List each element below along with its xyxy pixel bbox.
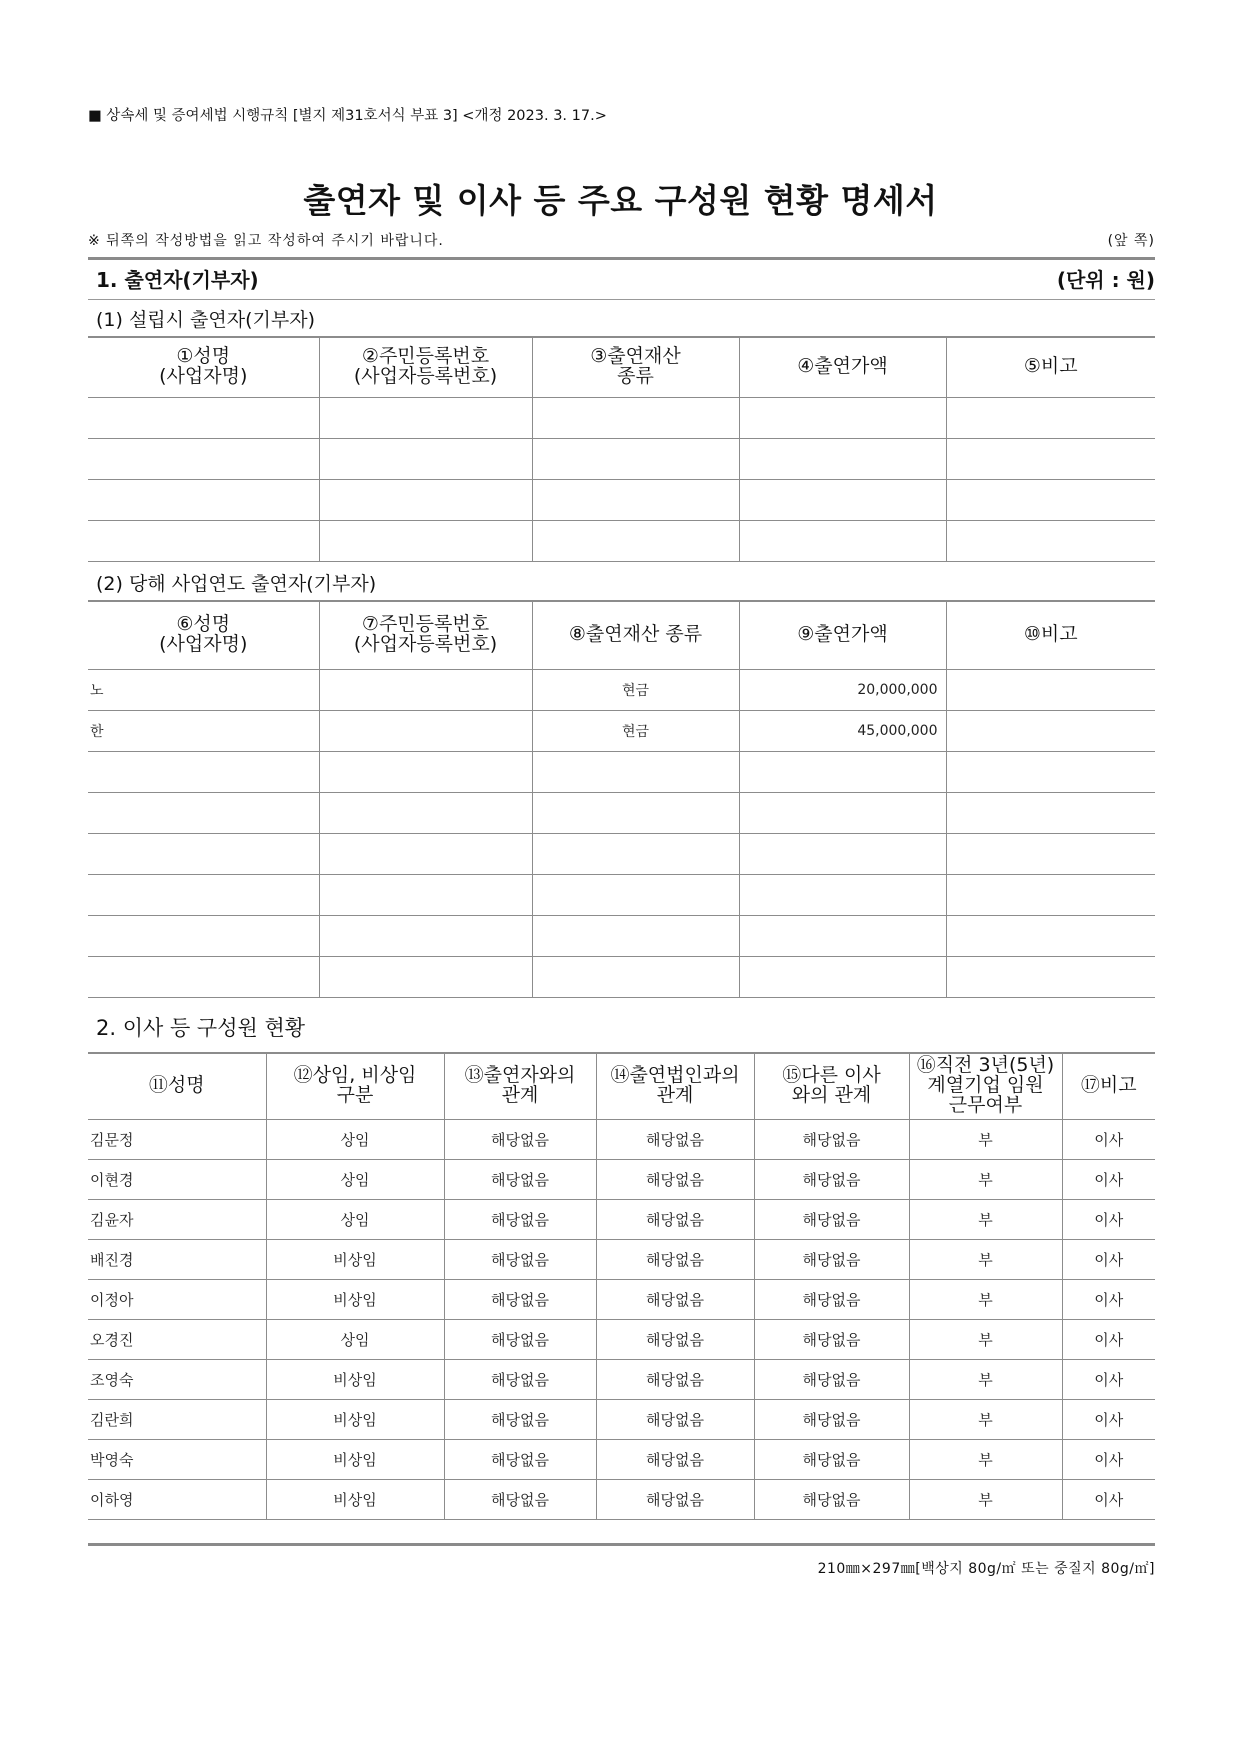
table-cell (319, 438, 532, 479)
table-cell (739, 397, 946, 438)
column-header-line: 관계 (656, 1084, 694, 1107)
table-row (88, 1359, 1155, 1399)
column-header-line: 와의 관계 (791, 1084, 872, 1107)
table-cell: 이현경 (88, 1159, 266, 1199)
table-row (88, 874, 1155, 915)
column-header (909, 1053, 1062, 1119)
table-cell (319, 710, 532, 751)
table-cell (946, 479, 1155, 520)
writing-notice: ※ 뒤쪽의 작성방법을 읽고 작성하여 주시기 바랍니다. (88, 233, 444, 249)
founding-donor-table (88, 336, 1155, 562)
table-cell: 해당없음 (444, 1279, 596, 1319)
table-cell: 부 (909, 1199, 1062, 1239)
column-header (319, 337, 532, 397)
document-title: 출연자 및 이사 등 주요 구성원 현황 명세서 (303, 181, 938, 220)
table-cell: 해당없음 (444, 1359, 596, 1399)
column-header (946, 337, 1155, 397)
column-header (532, 337, 739, 397)
column-header-line: ②주민등록번호 (361, 345, 490, 368)
table-row (88, 751, 1155, 792)
table-cell (739, 956, 946, 997)
table-row (88, 1399, 1155, 1439)
table-cell (532, 874, 739, 915)
column-header-line: 종류 (617, 365, 654, 388)
column-header (88, 1053, 266, 1119)
table-cell: 부 (909, 1279, 1062, 1319)
column-header-line: ⑥성명 (176, 613, 231, 636)
table-row (88, 710, 1155, 751)
table-cell: 해당없음 (754, 1439, 909, 1479)
table-cell: 부 (909, 1319, 1062, 1359)
table-cell: 45,000,000 (739, 710, 946, 751)
table-cell: 이사 (1062, 1239, 1155, 1279)
column-header-line: (사업자명) (159, 365, 248, 388)
table-row (88, 397, 1155, 438)
table-cell (319, 915, 532, 956)
table-cell: 해당없음 (596, 1319, 754, 1359)
table-cell (88, 520, 319, 561)
table-cell (88, 479, 319, 520)
table-row (88, 833, 1155, 874)
column-header (444, 1053, 596, 1119)
column-header-line: (사업자등록번호) (353, 633, 498, 656)
table-cell (946, 915, 1155, 956)
board-members-table (88, 1052, 1155, 1520)
table-cell: 해당없음 (754, 1199, 909, 1239)
table-cell: 부 (909, 1479, 1062, 1519)
table-row (88, 792, 1155, 833)
table-cell (532, 479, 739, 520)
table-cell: 해당없음 (754, 1479, 909, 1519)
law-reference: ■ 상속세 및 증여세법 시행규칙 [별지 제31호서식 부표 3] <개정 2023. 3. 17.> (88, 108, 607, 124)
table-cell: 부 (909, 1119, 1062, 1159)
table-cell (319, 751, 532, 792)
table-row (88, 956, 1155, 997)
table-cell (739, 479, 946, 520)
table-cell: 상임 (266, 1119, 444, 1159)
table-cell: 해당없음 (596, 1239, 754, 1279)
table-cell: 해당없음 (596, 1159, 754, 1199)
table-cell (739, 751, 946, 792)
column-header (739, 337, 946, 397)
column-header-line: 관계 (501, 1084, 539, 1107)
table-cell: 해당없음 (596, 1439, 754, 1479)
table-cell: 해당없음 (754, 1399, 909, 1439)
table-cell (319, 956, 532, 997)
table-cell: 해당없음 (596, 1279, 754, 1319)
table-cell: 이사 (1062, 1159, 1155, 1199)
table-cell (946, 710, 1155, 751)
table-row (88, 438, 1155, 479)
column-header-line: ⑨출연가액 (797, 623, 888, 646)
table-cell: 이사 (1062, 1479, 1155, 1519)
table-cell (319, 874, 532, 915)
table-cell (946, 956, 1155, 997)
table-cell (946, 751, 1155, 792)
column-header (532, 601, 739, 669)
column-header-line: ⑤비고 (1023, 355, 1078, 378)
column-header-line: ⑬출연자와의 (464, 1064, 576, 1087)
table-cell (739, 833, 946, 874)
table-row (88, 1239, 1155, 1279)
table-cell: 이사 (1062, 1439, 1155, 1479)
table-cell: 해당없음 (596, 1479, 754, 1519)
table-cell: 한 (88, 710, 319, 751)
column-header (754, 1053, 909, 1119)
table-cell (532, 915, 739, 956)
column-header-line: 구분 (336, 1084, 374, 1107)
table-cell: 김란희 (88, 1399, 266, 1439)
table-cell: 부 (909, 1239, 1062, 1279)
column-header-line: (사업자명) (159, 633, 248, 656)
table-cell: 20,000,000 (739, 669, 946, 710)
table-cell (319, 669, 532, 710)
column-header-line: ⑩비고 (1023, 623, 1078, 646)
table-cell: 해당없음 (754, 1239, 909, 1279)
table-row (88, 1319, 1155, 1359)
table-cell (319, 833, 532, 874)
sub2-title: (2) 당해 사업연도 출연자(기부자) (96, 573, 377, 595)
table-row (88, 479, 1155, 520)
table-cell (739, 915, 946, 956)
table-cell: 해당없음 (444, 1119, 596, 1159)
table-cell: 상임 (266, 1159, 444, 1199)
table-row (88, 1119, 1155, 1159)
table-cell: 오경진 (88, 1319, 266, 1359)
table-cell (319, 397, 532, 438)
sub1-title: (1) 설립시 출연자(기부자) (96, 309, 316, 331)
table-cell: 해당없음 (596, 1119, 754, 1159)
table-cell: 해당없음 (596, 1399, 754, 1439)
table-row (88, 1479, 1155, 1519)
table-cell (739, 438, 946, 479)
current-year-donor-table (88, 600, 1155, 998)
column-header-line: 계열기업 임원 (927, 1074, 1044, 1097)
table-cell (88, 792, 319, 833)
table-cell: 김윤자 (88, 1199, 266, 1239)
top-divider (88, 257, 1155, 260)
table-cell: 이사 (1062, 1399, 1155, 1439)
table-cell (946, 397, 1155, 438)
table-cell: 비상임 (266, 1399, 444, 1439)
table-cell (946, 669, 1155, 710)
table-row (88, 520, 1155, 561)
column-header (596, 1053, 754, 1119)
table-cell: 비상임 (266, 1439, 444, 1479)
table-cell (946, 874, 1155, 915)
table-cell: 이사 (1062, 1319, 1155, 1359)
table-cell (739, 520, 946, 561)
column-header-line: ⑯직전 3년(5년) (916, 1054, 1055, 1077)
table-cell: 박영숙 (88, 1439, 266, 1479)
table-cell (532, 397, 739, 438)
table-cell: 해당없음 (596, 1359, 754, 1399)
table-cell: 해당없음 (444, 1159, 596, 1199)
table-cell: 해당없음 (444, 1199, 596, 1239)
column-header-line: ⑫상임, 비상임 (293, 1064, 417, 1087)
table-cell: 해당없음 (444, 1319, 596, 1359)
table-cell: 부 (909, 1439, 1062, 1479)
column-header-line: 근무여부 (948, 1094, 1023, 1117)
table-cell: 이하영 (88, 1479, 266, 1519)
table-cell: 해당없음 (754, 1119, 909, 1159)
table-cell: 김문정 (88, 1119, 266, 1159)
table-row (88, 1439, 1155, 1479)
column-header-line: ⑪성명 (148, 1074, 205, 1097)
table-cell (88, 438, 319, 479)
table-cell: 해당없음 (444, 1399, 596, 1439)
paper-spec: 210㎜×297㎜[백상지 80g/㎡ 또는 중질지 80g/㎡] (817, 1561, 1155, 1577)
table-cell: 비상임 (266, 1279, 444, 1319)
table-cell: 비상임 (266, 1359, 444, 1399)
table-cell: 배진경 (88, 1239, 266, 1279)
column-header-line: ③출연재산 (590, 345, 681, 368)
table-cell: 부 (909, 1359, 1062, 1399)
section1-title: 1. 출연자(기부자) (96, 268, 259, 292)
column-header (266, 1053, 444, 1119)
table-cell (532, 751, 739, 792)
column-header (1062, 1053, 1155, 1119)
table-cell: 이사 (1062, 1279, 1155, 1319)
column-header-line: (사업자등록번호) (353, 365, 498, 388)
column-header-line: ⑦주민등록번호 (361, 613, 490, 636)
column-header-line: ④출연가액 (797, 355, 888, 378)
column-header-line: ⑮다른 이사 (782, 1064, 881, 1087)
table-cell (532, 833, 739, 874)
table-cell (88, 833, 319, 874)
table-cell (532, 520, 739, 561)
table-cell: 이사 (1062, 1119, 1155, 1159)
column-header-line: ⑭출연법인과의 (610, 1064, 740, 1087)
table-row (88, 669, 1155, 710)
column-header (319, 601, 532, 669)
table-cell (532, 438, 739, 479)
table-cell: 해당없음 (754, 1159, 909, 1199)
table-cell (88, 956, 319, 997)
column-header (739, 601, 946, 669)
table-cell: 해당없음 (444, 1479, 596, 1519)
column-header-line: ⑰비고 (1080, 1074, 1137, 1097)
table-cell (946, 520, 1155, 561)
table-cell (88, 397, 319, 438)
table-cell (319, 520, 532, 561)
table-cell (946, 792, 1155, 833)
table-cell: 조영숙 (88, 1359, 266, 1399)
table-row (88, 915, 1155, 956)
column-header (88, 337, 319, 397)
table-cell: 해당없음 (596, 1199, 754, 1239)
table-cell (319, 479, 532, 520)
column-header (88, 601, 319, 669)
page-side-label: (앞 쪽) (1107, 233, 1155, 249)
table-cell: 부 (909, 1159, 1062, 1199)
table-cell: 현금 (532, 710, 739, 751)
section2-title: 2. 이사 등 구성원 현황 (96, 1016, 306, 1040)
table-cell (532, 792, 739, 833)
table-cell (532, 956, 739, 997)
table-cell (946, 438, 1155, 479)
table-cell: 노 (88, 669, 319, 710)
table-cell: 현금 (532, 669, 739, 710)
table-cell: 해당없음 (754, 1319, 909, 1359)
table-cell (739, 792, 946, 833)
table-cell: 비상임 (266, 1479, 444, 1519)
table-cell: 부 (909, 1399, 1062, 1439)
table-cell: 해당없음 (444, 1439, 596, 1479)
table-cell: 상임 (266, 1319, 444, 1359)
table-row (88, 1159, 1155, 1199)
table-cell: 해당없음 (754, 1279, 909, 1319)
table-cell (946, 833, 1155, 874)
table-cell: 이사 (1062, 1199, 1155, 1239)
column-header (946, 601, 1155, 669)
column-header-line: ⑧출연재산 종류 (568, 623, 703, 646)
table-cell (739, 874, 946, 915)
table-cell (319, 792, 532, 833)
table-cell: 이사 (1062, 1359, 1155, 1399)
table-cell: 상임 (266, 1199, 444, 1239)
table-cell (88, 874, 319, 915)
table-cell: 해당없음 (754, 1359, 909, 1399)
table-row (88, 1279, 1155, 1319)
unit-label: (단위 : 원) (1056, 268, 1155, 292)
table-row (88, 1199, 1155, 1239)
table-cell: 비상임 (266, 1239, 444, 1279)
table-cell (88, 751, 319, 792)
table-cell: 해당없음 (444, 1239, 596, 1279)
table-cell: 이정아 (88, 1279, 266, 1319)
table-cell (88, 915, 319, 956)
bottom-divider (88, 1543, 1155, 1546)
section1-divider (88, 299, 1155, 300)
column-header-line: ①성명 (176, 345, 231, 368)
